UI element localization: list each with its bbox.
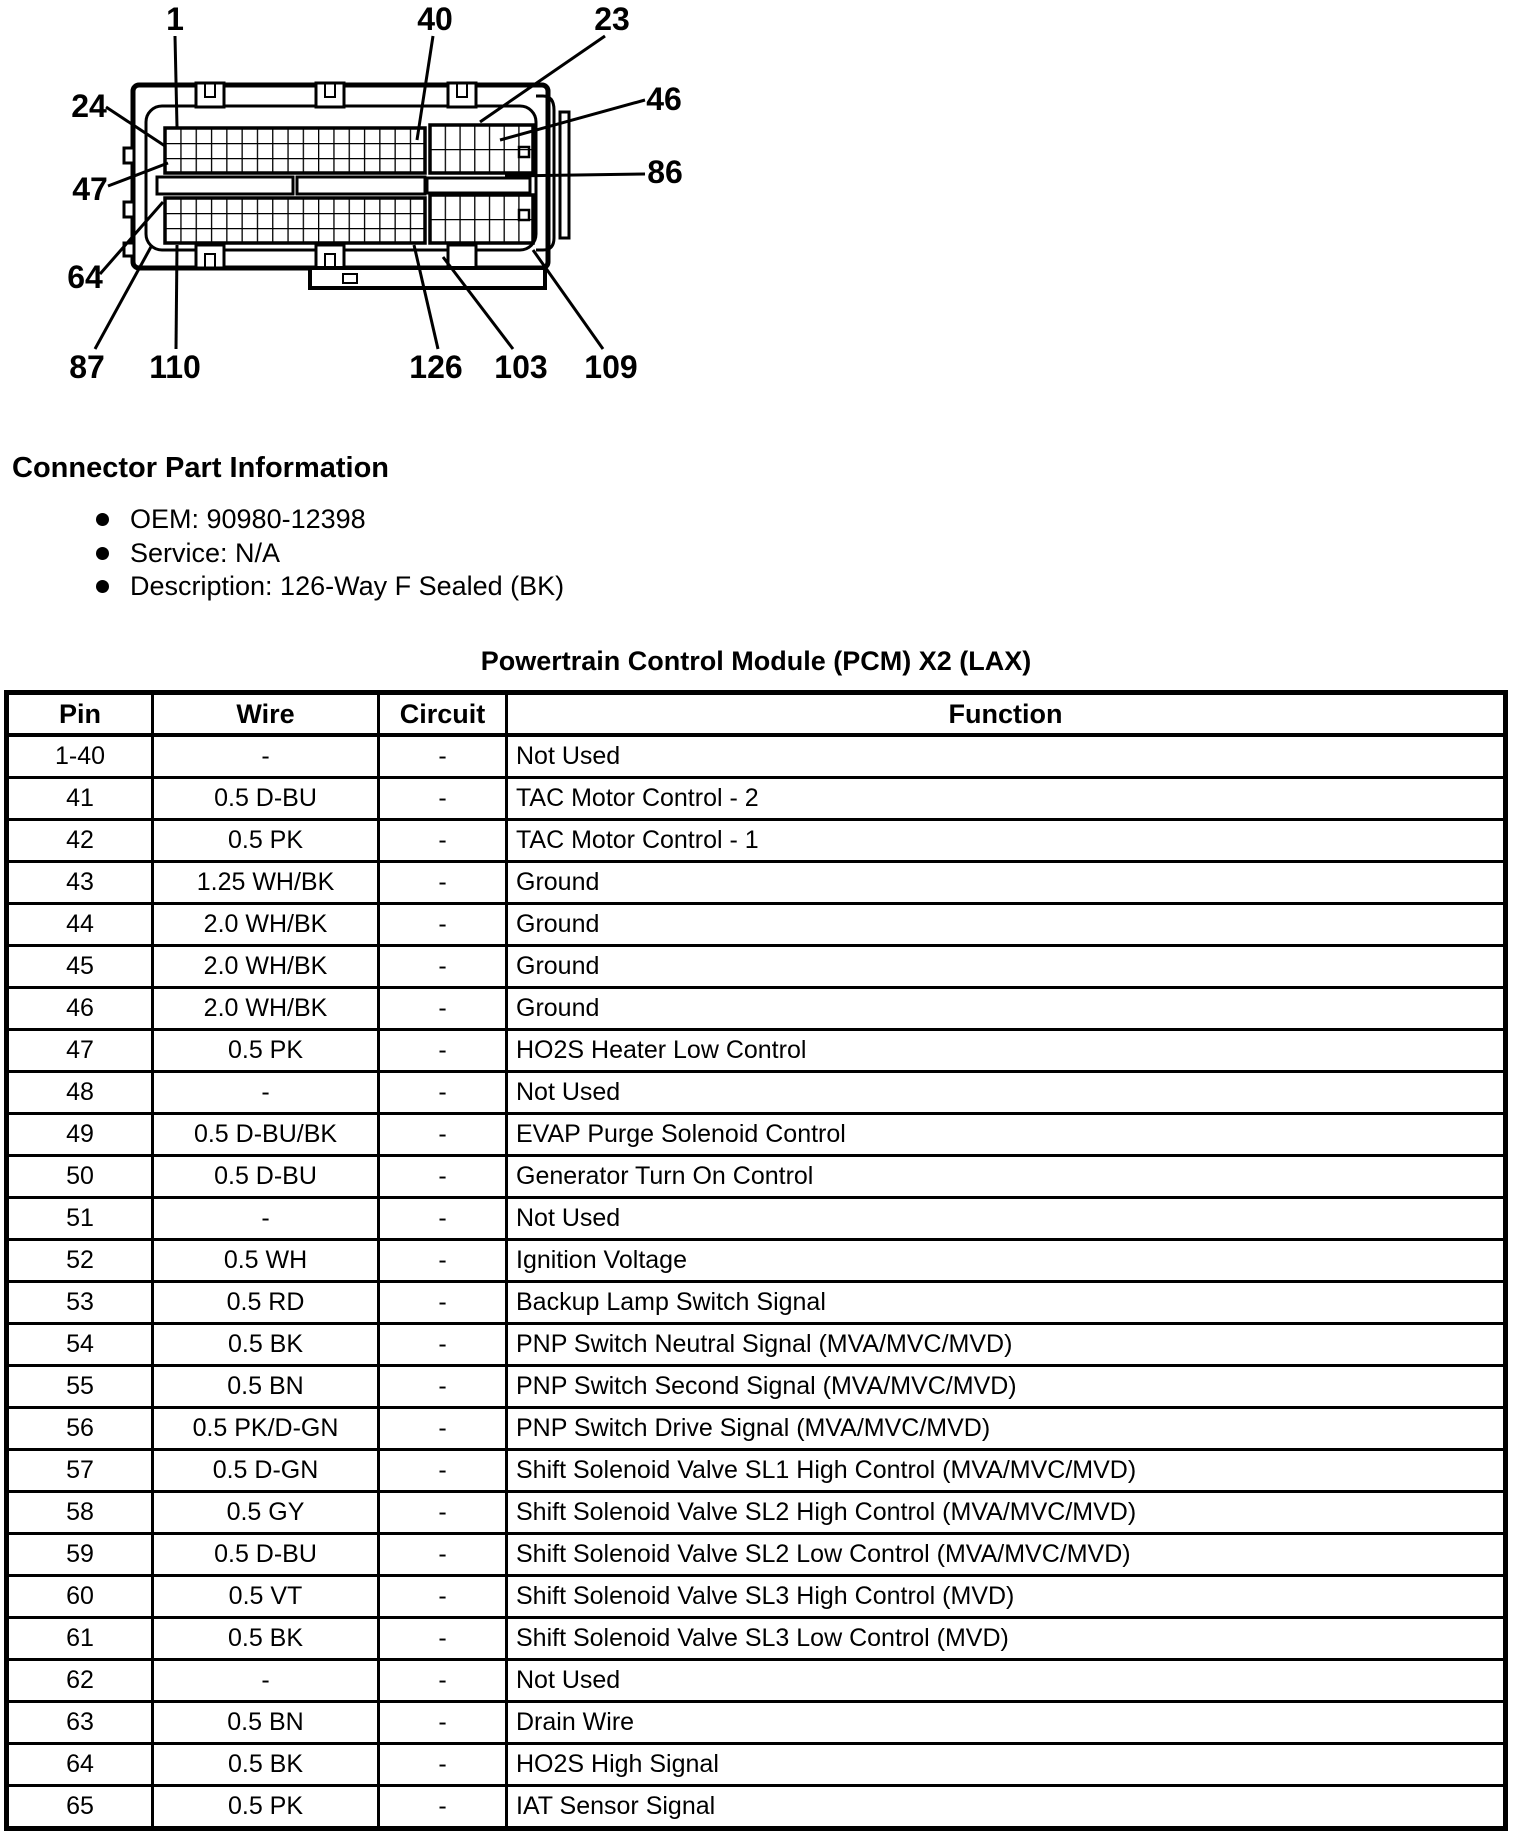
cell-function: PNP Switch Drive Signal (MVA/MVC/MVD) bbox=[507, 1408, 1506, 1450]
column-header-wire: Wire bbox=[153, 693, 379, 736]
cell-wire: 0.5 D-BU bbox=[153, 1156, 379, 1198]
table-row bbox=[7, 1114, 1506, 1156]
cell-pin: 62 bbox=[7, 1660, 153, 1702]
table-row bbox=[7, 988, 1506, 1030]
table-row bbox=[7, 1786, 1506, 1829]
cell-circuit: - bbox=[379, 946, 507, 988]
part-info-heading: Connector Part Information bbox=[12, 452, 390, 484]
cell-circuit: - bbox=[379, 1030, 507, 1072]
table-row bbox=[7, 1072, 1506, 1114]
cell-circuit: - bbox=[379, 1450, 507, 1492]
cell-pin: 64 bbox=[7, 1744, 153, 1786]
cell-function: Drain Wire bbox=[507, 1702, 1506, 1744]
cell-wire: 0.5 D-BU bbox=[153, 778, 379, 820]
cell-pin: 50 bbox=[7, 1156, 153, 1198]
cell-circuit: - bbox=[379, 778, 507, 820]
cell-circuit: - bbox=[379, 735, 507, 778]
part-info-list bbox=[0, 503, 564, 604]
cell-circuit: - bbox=[379, 1786, 507, 1829]
table-row bbox=[7, 1198, 1506, 1240]
cell-circuit: - bbox=[379, 988, 507, 1030]
callout-label-109: 109 bbox=[584, 349, 638, 385]
cell-pin: 52 bbox=[7, 1240, 153, 1282]
cell-circuit: - bbox=[379, 862, 507, 904]
cell-wire: - bbox=[153, 1072, 379, 1114]
cell-function: Generator Turn On Control bbox=[507, 1156, 1506, 1198]
cell-function: Ignition Voltage bbox=[507, 1240, 1506, 1282]
table-row bbox=[7, 946, 1506, 988]
cell-wire: 0.5 PK bbox=[153, 1030, 379, 1072]
cell-wire: 1.25 WH/BK bbox=[153, 862, 379, 904]
cell-pin: 46 bbox=[7, 988, 153, 1030]
callout-label-1: 1 bbox=[166, 1, 184, 37]
pin-grid-icon bbox=[157, 125, 533, 243]
cell-pin: 1-40 bbox=[7, 735, 153, 778]
cell-function: Not Used bbox=[507, 1660, 1506, 1702]
table-row bbox=[7, 1576, 1506, 1618]
cell-function: Not Used bbox=[507, 1198, 1506, 1240]
table-row bbox=[7, 1450, 1506, 1492]
cell-circuit: - bbox=[379, 1492, 507, 1534]
table-title: Powertrain Control Module (PCM) X2 (LAX) bbox=[480, 646, 1032, 676]
cell-circuit: - bbox=[379, 1198, 507, 1240]
cell-pin: 53 bbox=[7, 1282, 153, 1324]
cell-wire: 0.5 BK bbox=[153, 1324, 379, 1366]
cell-pin: 47 bbox=[7, 1030, 153, 1072]
cell-pin: 51 bbox=[7, 1198, 153, 1240]
cell-function: Ground bbox=[507, 946, 1506, 988]
callout-label-40: 40 bbox=[417, 1, 453, 37]
cell-pin: 54 bbox=[7, 1324, 153, 1366]
cell-function: Not Used bbox=[507, 1072, 1506, 1114]
column-header-function: Function bbox=[507, 693, 1506, 736]
callout-label-23: 23 bbox=[594, 1, 630, 37]
table-row bbox=[7, 862, 1506, 904]
callout-label-86: 86 bbox=[647, 154, 683, 190]
cell-wire: 0.5 BN bbox=[153, 1702, 379, 1744]
bullet-icon bbox=[96, 580, 109, 593]
cell-wire: 0.5 PK bbox=[153, 1786, 379, 1829]
callout-label-46: 46 bbox=[646, 81, 682, 117]
cell-circuit: - bbox=[379, 1114, 507, 1156]
cell-circuit: - bbox=[379, 1240, 507, 1282]
cell-wire: - bbox=[153, 735, 379, 778]
cell-pin: 44 bbox=[7, 904, 153, 946]
table-row bbox=[7, 1408, 1506, 1450]
cell-function: Shift Solenoid Valve SL1 High Control (MVA/MVC/MVD) bbox=[507, 1450, 1506, 1492]
cell-wire: 2.0 WH/BK bbox=[153, 988, 379, 1030]
cell-wire: - bbox=[153, 1660, 379, 1702]
cell-function: PNP Switch Neutral Signal (MVA/MVC/MVD) bbox=[507, 1324, 1506, 1366]
cell-pin: 43 bbox=[7, 862, 153, 904]
cell-circuit: - bbox=[379, 1324, 507, 1366]
table-row bbox=[7, 1324, 1506, 1366]
cell-pin: 45 bbox=[7, 946, 153, 988]
cell-wire: 0.5 D-GN bbox=[153, 1450, 379, 1492]
cell-pin: 48 bbox=[7, 1072, 153, 1114]
table-row bbox=[7, 1702, 1506, 1744]
cell-wire: 0.5 VT bbox=[153, 1576, 379, 1618]
list-item bbox=[0, 537, 564, 571]
cell-function: TAC Motor Control - 1 bbox=[507, 820, 1506, 862]
callout-label-64: 64 bbox=[67, 259, 103, 295]
cell-pin: 65 bbox=[7, 1786, 153, 1829]
part-info-service: Service: N/A bbox=[130, 537, 281, 568]
table-row bbox=[7, 1618, 1506, 1660]
cell-circuit: - bbox=[379, 1744, 507, 1786]
table-row bbox=[7, 1660, 1506, 1702]
cell-pin: 59 bbox=[7, 1534, 153, 1576]
table-row bbox=[7, 778, 1506, 820]
cell-pin: 61 bbox=[7, 1618, 153, 1660]
cell-circuit: - bbox=[379, 1156, 507, 1198]
cell-wire: 0.5 PK/D-GN bbox=[153, 1408, 379, 1450]
cell-function: Backup Lamp Switch Signal bbox=[507, 1282, 1506, 1324]
cell-function: EVAP Purge Solenoid Control bbox=[507, 1114, 1506, 1156]
cell-wire: 0.5 WH bbox=[153, 1240, 379, 1282]
table-header-row bbox=[7, 693, 1506, 736]
bullet-icon bbox=[96, 513, 109, 526]
cell-circuit: - bbox=[379, 1618, 507, 1660]
cell-function: PNP Switch Second Signal (MVA/MVC/MVD) bbox=[507, 1366, 1506, 1408]
cell-function: Ground bbox=[507, 904, 1506, 946]
table-row bbox=[7, 904, 1506, 946]
cell-function: Ground bbox=[507, 862, 1506, 904]
callout-label-110: 110 bbox=[149, 349, 201, 385]
cell-circuit: - bbox=[379, 820, 507, 862]
column-header-circuit: Circuit bbox=[379, 693, 507, 736]
table-row bbox=[7, 1240, 1506, 1282]
cell-function: HO2S Heater Low Control bbox=[507, 1030, 1506, 1072]
callout-label-126: 126 bbox=[409, 349, 463, 385]
list-item bbox=[0, 570, 564, 604]
cell-pin: 49 bbox=[7, 1114, 153, 1156]
part-info-oem: OEM: 90980-12398 bbox=[130, 504, 366, 534]
cell-function: Shift Solenoid Valve SL3 Low Control (MVD) bbox=[507, 1618, 1506, 1660]
cell-pin: 42 bbox=[7, 820, 153, 862]
connector-diagram bbox=[0, 0, 700, 400]
table-row bbox=[7, 1492, 1506, 1534]
cell-circuit: - bbox=[379, 1366, 507, 1408]
cell-function: Shift Solenoid Valve SL2 Low Control (MVA/MVC/MVD) bbox=[507, 1534, 1506, 1576]
table-row bbox=[7, 1366, 1506, 1408]
cell-circuit: - bbox=[379, 904, 507, 946]
cell-pin: 60 bbox=[7, 1576, 153, 1618]
table-row bbox=[7, 1156, 1506, 1198]
cell-circuit: - bbox=[379, 1072, 507, 1114]
cell-circuit: - bbox=[379, 1576, 507, 1618]
cell-wire: 0.5 BK bbox=[153, 1744, 379, 1786]
column-header-pin: Pin bbox=[7, 693, 153, 736]
cell-pin: 58 bbox=[7, 1492, 153, 1534]
cell-function: Shift Solenoid Valve SL3 High Control (MVD) bbox=[507, 1576, 1506, 1618]
cell-circuit: - bbox=[379, 1534, 507, 1576]
cell-wire: 0.5 BN bbox=[153, 1366, 379, 1408]
cell-function: Not Used bbox=[507, 735, 1506, 778]
table-row bbox=[7, 1744, 1506, 1786]
callout-label-24: 24 bbox=[71, 88, 107, 124]
cell-wire: - bbox=[153, 1198, 379, 1240]
cell-wire: 0.5 D-BU bbox=[153, 1534, 379, 1576]
callout-label-87: 87 bbox=[69, 349, 105, 385]
cell-circuit: - bbox=[379, 1660, 507, 1702]
pinout-table bbox=[4, 690, 1508, 1831]
cell-circuit: - bbox=[379, 1282, 507, 1324]
cell-pin: 63 bbox=[7, 1702, 153, 1744]
cell-circuit: - bbox=[379, 1408, 507, 1450]
table-row bbox=[7, 1282, 1506, 1324]
cell-wire: 0.5 BK bbox=[153, 1618, 379, 1660]
table-row bbox=[7, 1030, 1506, 1072]
cell-function: IAT Sensor Signal bbox=[507, 1786, 1506, 1829]
callout-label-47: 47 bbox=[72, 171, 108, 207]
cell-function: Ground bbox=[507, 988, 1506, 1030]
table-row bbox=[7, 1534, 1506, 1576]
list-item bbox=[0, 503, 564, 537]
cell-function: Shift Solenoid Valve SL2 High Control (MVA/MVC/MVD) bbox=[507, 1492, 1506, 1534]
part-info-description: Description: 126-Way F Sealed (BK) bbox=[130, 571, 565, 601]
cell-function: TAC Motor Control - 2 bbox=[507, 778, 1506, 820]
cell-wire: 0.5 PK bbox=[153, 820, 379, 862]
cell-pin: 55 bbox=[7, 1366, 153, 1408]
bullet-icon bbox=[96, 547, 109, 560]
callout-label-103: 103 bbox=[494, 349, 548, 385]
cell-pin: 57 bbox=[7, 1450, 153, 1492]
cell-wire: 0.5 RD bbox=[153, 1282, 379, 1324]
cell-circuit: - bbox=[379, 1702, 507, 1744]
cell-wire: 2.0 WH/BK bbox=[153, 904, 379, 946]
cell-wire: 0.5 GY bbox=[153, 1492, 379, 1534]
table-row bbox=[7, 820, 1506, 862]
cell-wire: 2.0 WH/BK bbox=[153, 946, 379, 988]
cell-pin: 56 bbox=[7, 1408, 153, 1450]
table-row bbox=[7, 735, 1506, 778]
cell-wire: 0.5 D-BU/BK bbox=[153, 1114, 379, 1156]
cell-pin: 41 bbox=[7, 778, 153, 820]
cell-function: HO2S High Signal bbox=[507, 1744, 1506, 1786]
